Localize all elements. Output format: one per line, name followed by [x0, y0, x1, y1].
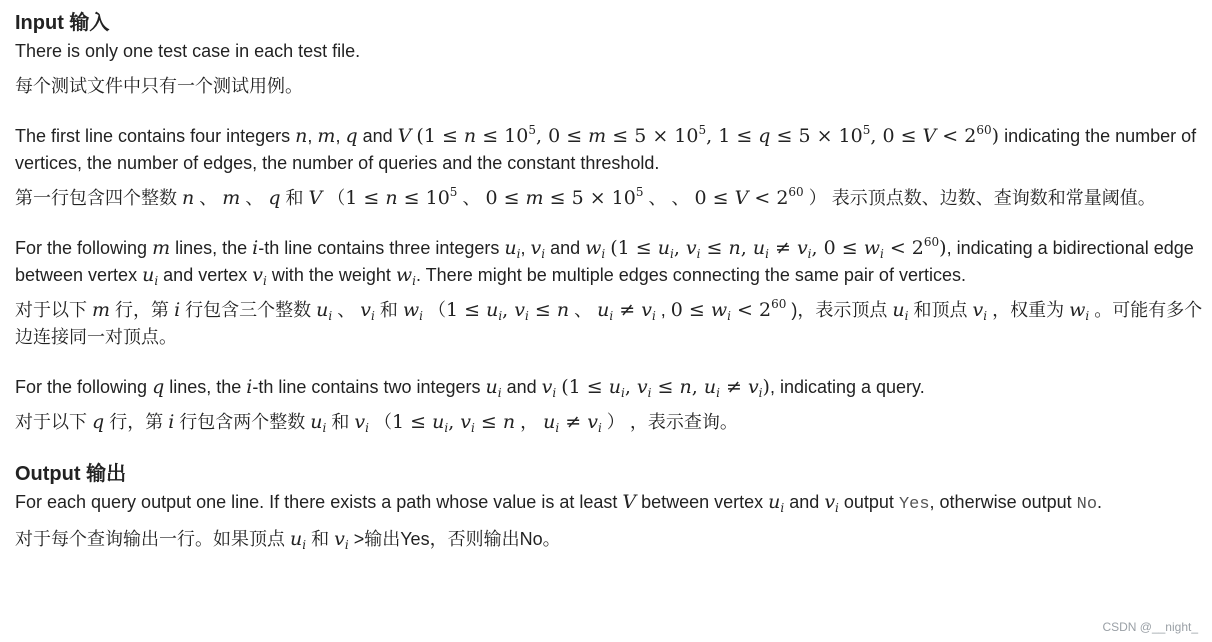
csdn-watermark: CSDN @__night_	[1102, 620, 1198, 634]
output-p-en: For each query output one line. If there exists a path whose value is at least V between vertex $u_i$ and $v_i$ output Yes, otherwise output No.	[15, 491, 1103, 515]
output-p-zh: 对于每个查询输出一行。如果顶点 $u_i$ 和 $v_i$ >输出Yes，否则输出No。	[15, 528, 561, 552]
problem-statement	[15, 8, 1205, 553]
input-p1-zh: 每个测试文件中只有一个测试用例。	[15, 76, 303, 96]
yes-code: Yes	[898, 495, 930, 514]
input-p4-zh: 对于以下 q 行，第 i 行包含两个整数 $u_i$ 和 $v_i$ （$1 \le u_i$, $v_i \le n$ ， $u_i \ne v_i$ ） ，表示查询。	[15, 411, 738, 435]
output-heading: Output 输出	[15, 463, 127, 485]
input-p4-en: For the following q lines, the i-th line contains two integers $u_i$ and $v_i$ ($1 \le u_i$, $v_i \le n$, $u_i \ne v_i$), indicating a query.	[15, 376, 925, 400]
input-p1-en: There is only one test case in each test file.	[15, 41, 361, 61]
no-code: No	[1076, 495, 1098, 514]
input-p3-en: For the following m lines, the i-th line contains three integers $u_i$, $v_i$ and $w_i$ ($1 \le u_i$, $v_i \le n$, $u_i \ne v_i$, $0 \le w_i < 2^{60}$), indicating a bidirectional edge between vertex $u_i$ and vertex $v_i$ with the weight $w_i$. There might be multiple edges connecting the same pair of vertices.	[15, 235, 1194, 288]
input-p2-zh: 第一行包含四个整数 n 、 m 、 q 和 V （$1 \le n \le 10^5$ 、 $0 \le m \le 5 \times 10^5$ 、 、 $0 \le V < 2^{60}$ ） 表示顶点数、边数、查询数和常量阈值。	[15, 185, 1156, 209]
input-p3-zh: 对于以下 m 行，第 i 行包含三个整数 $u_i$ 、 $v_i$ 和 $w_i$ （$1 \le u_i$, $v_i \le n$ 、 $u_i \ne v_i$ , $0 \le w_i < 2^{60}$ )，表示顶点 $u_i$ 和顶点 $v_i$ ，权重为 $w_i$ 。可能有多个边连接同一对顶点。	[15, 297, 1203, 347]
input-heading: Input 输入	[15, 12, 110, 34]
input-p2-en: The first line contains four integers n, m, q and V ($1 \le n \le 10^5$, $0 \le m \le 5 \times 10^5$, $1 \le q \le 5 \times 10^5$, $0 \le V < 2^{60}$) indicating the number of vertices, the number of edges, the number of queries and the constant threshold.	[15, 123, 1197, 173]
